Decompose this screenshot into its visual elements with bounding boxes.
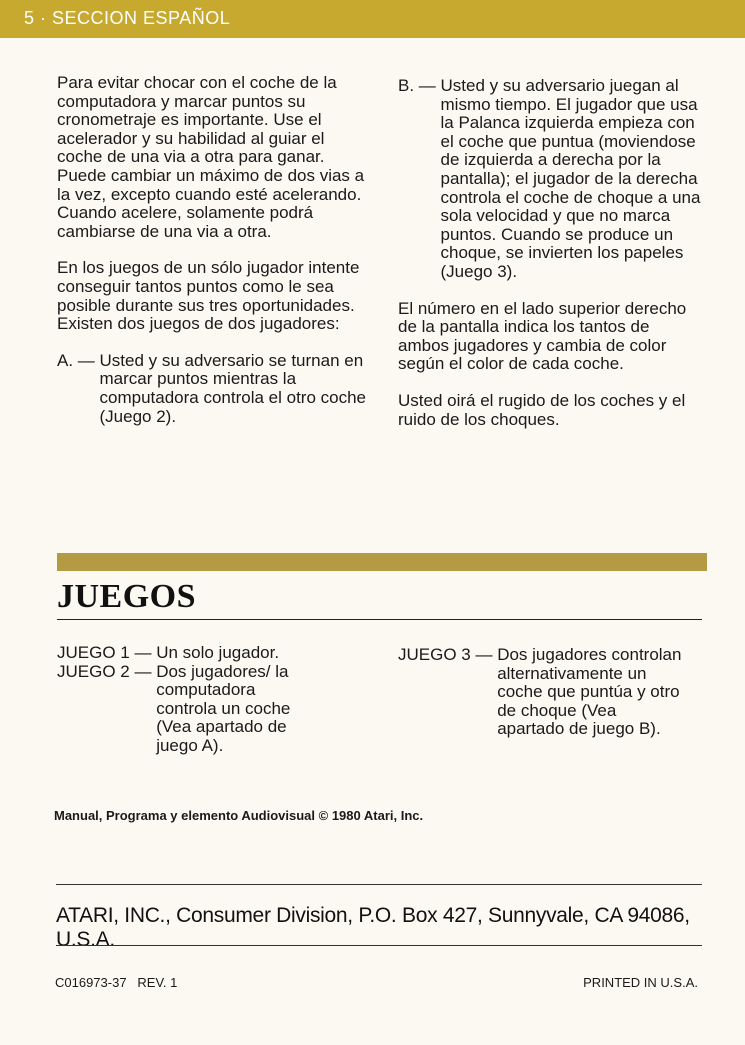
list-text: Usted y su adversario juegan al mismo tiempo. El jugador que usa la Palanca izquierda empieza con el coche que puntua (moviendose de izquierda a derecha por la pantalla); el jugador de la derecha controla el coche de choque a una sola velocidad y que no marca puntos. Cuando se produce un choque, se invierten los papeles (Juego 3). [440, 76, 701, 281]
list-item-a [57, 352, 367, 426]
company-address: ATARI, INC., Consumer Division, P.O. Box 427, Sunnyvale, CA 94086, U.S.A. [56, 904, 690, 951]
divider [56, 945, 702, 946]
printed-in: PRINTED IN U.S.A. [583, 975, 698, 990]
section-label: 5 · SECCION ESPAÑOL [24, 8, 231, 28]
right-column [398, 77, 703, 447]
game-label: JUEGO 2 — [57, 661, 157, 681]
list-text: Usted y su adversario se turnan en marcar puntos mientras la computadora controla el otro coche (Juego 2). [99, 350, 367, 426]
game-1 [57, 644, 377, 663]
copyright-notice: Manual, Programa y elemento Audiovisual © 1980 Atari, Inc. [54, 808, 424, 823]
list-marker: B. — [398, 76, 441, 95]
game-label: JUEGO 1 — [57, 643, 157, 662]
title-rule [57, 619, 702, 620]
left-column [57, 74, 367, 426]
paragraph: En los juegos de un sólo jugador intente conseguir tantos puntos como le sea posible durante sus tres oportunidades. Existen dos juegos de dos jugadores: [57, 258, 360, 334]
section-title: JUEGOS [57, 578, 197, 615]
game-desc: Un solo jugador. [156, 643, 280, 662]
game-label: JUEGO 3 — [398, 645, 498, 664]
paragraph: Usted oirá el rugido de los coches y el ruido de los choques. [398, 390, 686, 429]
list-item-b [398, 77, 703, 282]
divider [56, 884, 702, 885]
game-3 [398, 646, 708, 739]
games-right [398, 646, 708, 739]
paragraph: Para evitar chocar con el coche de la computadora y marcar puntos su cronometraje es importante. Use el acelerador y su habilidad al guiar el coche de una via a otra para ganar. Puede cambiar un máximo de dos vias a la vez, excepto cuando esté acelerando. Cuando acelere, solamente podrá cambiarse de una via a otra. [57, 73, 365, 241]
paragraph: El número en el lado superior derecho de la pantalla indica los tantos de ambos jugadores y cambia de color según el color de cada coche. [398, 298, 687, 374]
section-bar [57, 553, 707, 571]
list-marker: A. — [57, 350, 100, 370]
game-desc: Dos jugadores controlan alternativamente un coche que puntúa y otro de choque (Vea apartado de juego B). [497, 645, 682, 739]
game-2 [57, 663, 377, 756]
part-number: C016973-37 REV. 1 [55, 975, 178, 990]
game-desc: Dos jugadores/ la computadora controla un coche (Vea apartado de juego A). [156, 661, 291, 755]
games-left [57, 644, 377, 756]
